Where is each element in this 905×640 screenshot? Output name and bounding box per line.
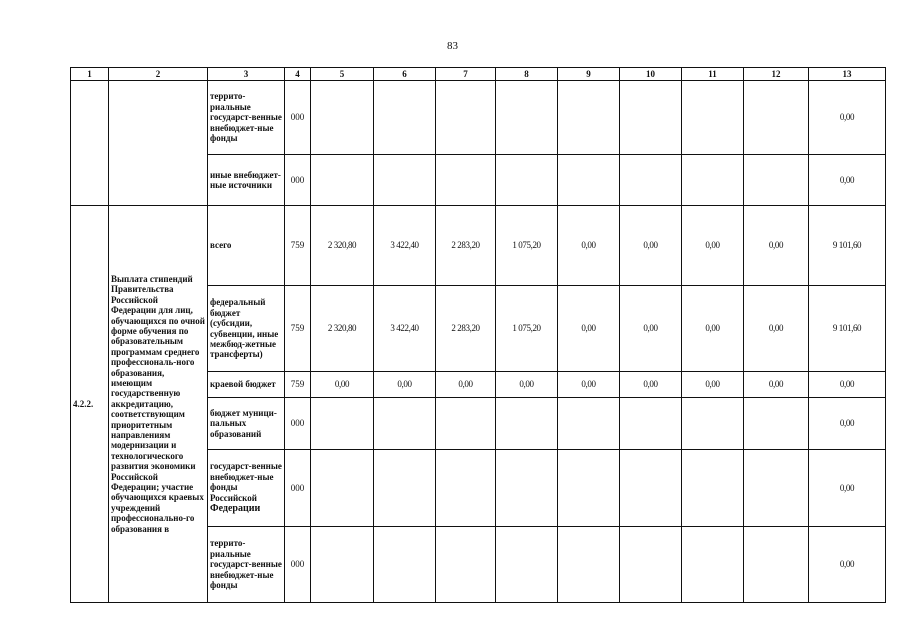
column-header: 7 bbox=[436, 68, 496, 81]
code-cell: 000 bbox=[285, 527, 311, 603]
column-header: 6 bbox=[374, 68, 436, 81]
value-cell bbox=[744, 527, 809, 603]
value-cell bbox=[496, 81, 558, 155]
total-cell: 0,00 bbox=[809, 372, 886, 398]
value-cell bbox=[744, 155, 809, 206]
value-cell bbox=[558, 527, 620, 603]
row-title-cell: Выплата стипендий Правительства Российской Федерации для лиц, обучающихся по очной форме обучения по образовательным программам среднего профессиональ-ного образования, имеющим государственную аккредитацию, соответствующим приоритетным направлениям модернизации и технологического развития экономики Российской Федерации; участие обучающихся краевых учреждений профессионально-го образования в bbox=[109, 206, 208, 603]
value-cell bbox=[311, 155, 374, 206]
value-cell bbox=[744, 398, 809, 450]
value-cell: 0,00 bbox=[620, 206, 682, 286]
value-cell: 1 075,20 bbox=[496, 206, 558, 286]
total-cell: 0,00 bbox=[809, 155, 886, 206]
value-cell bbox=[558, 81, 620, 155]
source-cell: бюджет муници-пальных образований bbox=[208, 398, 285, 450]
table-row bbox=[71, 81, 886, 155]
column-header: 13 bbox=[809, 68, 886, 81]
value-cell: 0,00 bbox=[682, 286, 744, 372]
code-cell: 759 bbox=[285, 286, 311, 372]
value-cell: 0,00 bbox=[558, 372, 620, 398]
value-cell: 1 075,20 bbox=[496, 286, 558, 372]
value-cell: 0,00 bbox=[744, 372, 809, 398]
column-header: 10 bbox=[620, 68, 682, 81]
code-cell: 000 bbox=[285, 398, 311, 450]
value-cell bbox=[682, 450, 744, 527]
total-cell: 0,00 bbox=[809, 81, 886, 155]
value-cell: 0,00 bbox=[744, 206, 809, 286]
value-cell: 2 283,20 bbox=[436, 286, 496, 372]
code-cell: 000 bbox=[285, 450, 311, 527]
value-cell bbox=[436, 527, 496, 603]
column-header: 4 bbox=[285, 68, 311, 81]
row-id-cell: 4.2.2. bbox=[71, 206, 109, 603]
code-cell: 000 bbox=[285, 155, 311, 206]
source-text: государст-венные внебюджет-ные фонды Российской bbox=[210, 461, 282, 503]
budget-table bbox=[70, 67, 886, 603]
value-cell bbox=[374, 155, 436, 206]
value-cell bbox=[620, 450, 682, 527]
code-cell: 759 bbox=[285, 206, 311, 286]
value-cell bbox=[682, 81, 744, 155]
value-cell bbox=[620, 81, 682, 155]
value-cell bbox=[620, 155, 682, 206]
value-cell bbox=[682, 398, 744, 450]
value-cell bbox=[744, 450, 809, 527]
value-cell bbox=[682, 527, 744, 603]
column-header: 11 bbox=[682, 68, 744, 81]
value-cell bbox=[436, 398, 496, 450]
value-cell: 0,00 bbox=[558, 286, 620, 372]
column-header: 8 bbox=[496, 68, 558, 81]
value-cell bbox=[682, 155, 744, 206]
source-cell: террито-риальные государст-венные внебюджет-ные фонды bbox=[208, 81, 285, 155]
value-cell bbox=[558, 398, 620, 450]
value-cell: 0,00 bbox=[620, 286, 682, 372]
column-header: 2 bbox=[109, 68, 208, 81]
source-text-tail: Федерации bbox=[210, 503, 261, 515]
value-cell bbox=[374, 527, 436, 603]
source-cell: федеральный бюджет (субсидии, субвенции, иные межбюд-жетные трансферты) bbox=[208, 286, 285, 372]
total-cell: 9 101,60 bbox=[809, 286, 886, 372]
value-cell bbox=[374, 81, 436, 155]
column-header: 9 bbox=[558, 68, 620, 81]
total-cell: 0,00 bbox=[809, 450, 886, 527]
value-cell: 0,00 bbox=[436, 372, 496, 398]
value-cell: 0,00 bbox=[682, 372, 744, 398]
value-cell bbox=[311, 450, 374, 527]
value-cell bbox=[374, 398, 436, 450]
value-cell bbox=[311, 81, 374, 155]
value-cell: 2 283,20 bbox=[436, 206, 496, 286]
value-cell bbox=[496, 398, 558, 450]
value-cell: 3 422,40 bbox=[374, 206, 436, 286]
source-cell bbox=[208, 450, 285, 527]
total-cell: 9 101,60 bbox=[809, 206, 886, 286]
column-header: 1 bbox=[71, 68, 109, 81]
value-cell bbox=[436, 450, 496, 527]
column-header: 5 bbox=[311, 68, 374, 81]
value-cell: 0,00 bbox=[682, 206, 744, 286]
value-cell bbox=[620, 398, 682, 450]
source-cell: краевой бюджет bbox=[208, 372, 285, 398]
value-cell: 3 422,40 bbox=[374, 286, 436, 372]
value-cell bbox=[744, 81, 809, 155]
source-cell: всего bbox=[208, 206, 285, 286]
value-cell bbox=[620, 527, 682, 603]
value-cell: 0,00 bbox=[620, 372, 682, 398]
value-cell bbox=[436, 155, 496, 206]
source-cell: террито-риальные государст-венные внебюджет-ные фонды bbox=[208, 527, 285, 603]
table-row bbox=[71, 206, 886, 286]
source-cell: иные внебюджет-ные источники bbox=[208, 155, 285, 206]
row-id-cell bbox=[71, 81, 109, 206]
value-cell bbox=[496, 527, 558, 603]
row-title-cell bbox=[109, 81, 208, 206]
value-cell bbox=[558, 450, 620, 527]
value-cell bbox=[311, 398, 374, 450]
value-cell: 0,00 bbox=[311, 372, 374, 398]
column-header: 3 bbox=[208, 68, 285, 81]
value-cell bbox=[496, 450, 558, 527]
value-cell bbox=[496, 155, 558, 206]
header-row bbox=[71, 68, 886, 81]
value-cell: 0,00 bbox=[744, 286, 809, 372]
value-cell: 0,00 bbox=[374, 372, 436, 398]
total-cell: 0,00 bbox=[809, 398, 886, 450]
value-cell bbox=[374, 450, 436, 527]
code-cell: 000 bbox=[285, 81, 311, 155]
value-cell bbox=[558, 155, 620, 206]
value-cell bbox=[311, 527, 374, 603]
value-cell: 2 320,80 bbox=[311, 206, 374, 286]
value-cell: 0,00 bbox=[496, 372, 558, 398]
total-cell: 0,00 bbox=[809, 527, 886, 603]
column-header: 12 bbox=[744, 68, 809, 81]
page-number: 83 bbox=[447, 40, 458, 52]
code-cell: 759 bbox=[285, 372, 311, 398]
value-cell: 2 320,80 bbox=[311, 286, 374, 372]
value-cell bbox=[436, 81, 496, 155]
value-cell: 0,00 bbox=[558, 206, 620, 286]
